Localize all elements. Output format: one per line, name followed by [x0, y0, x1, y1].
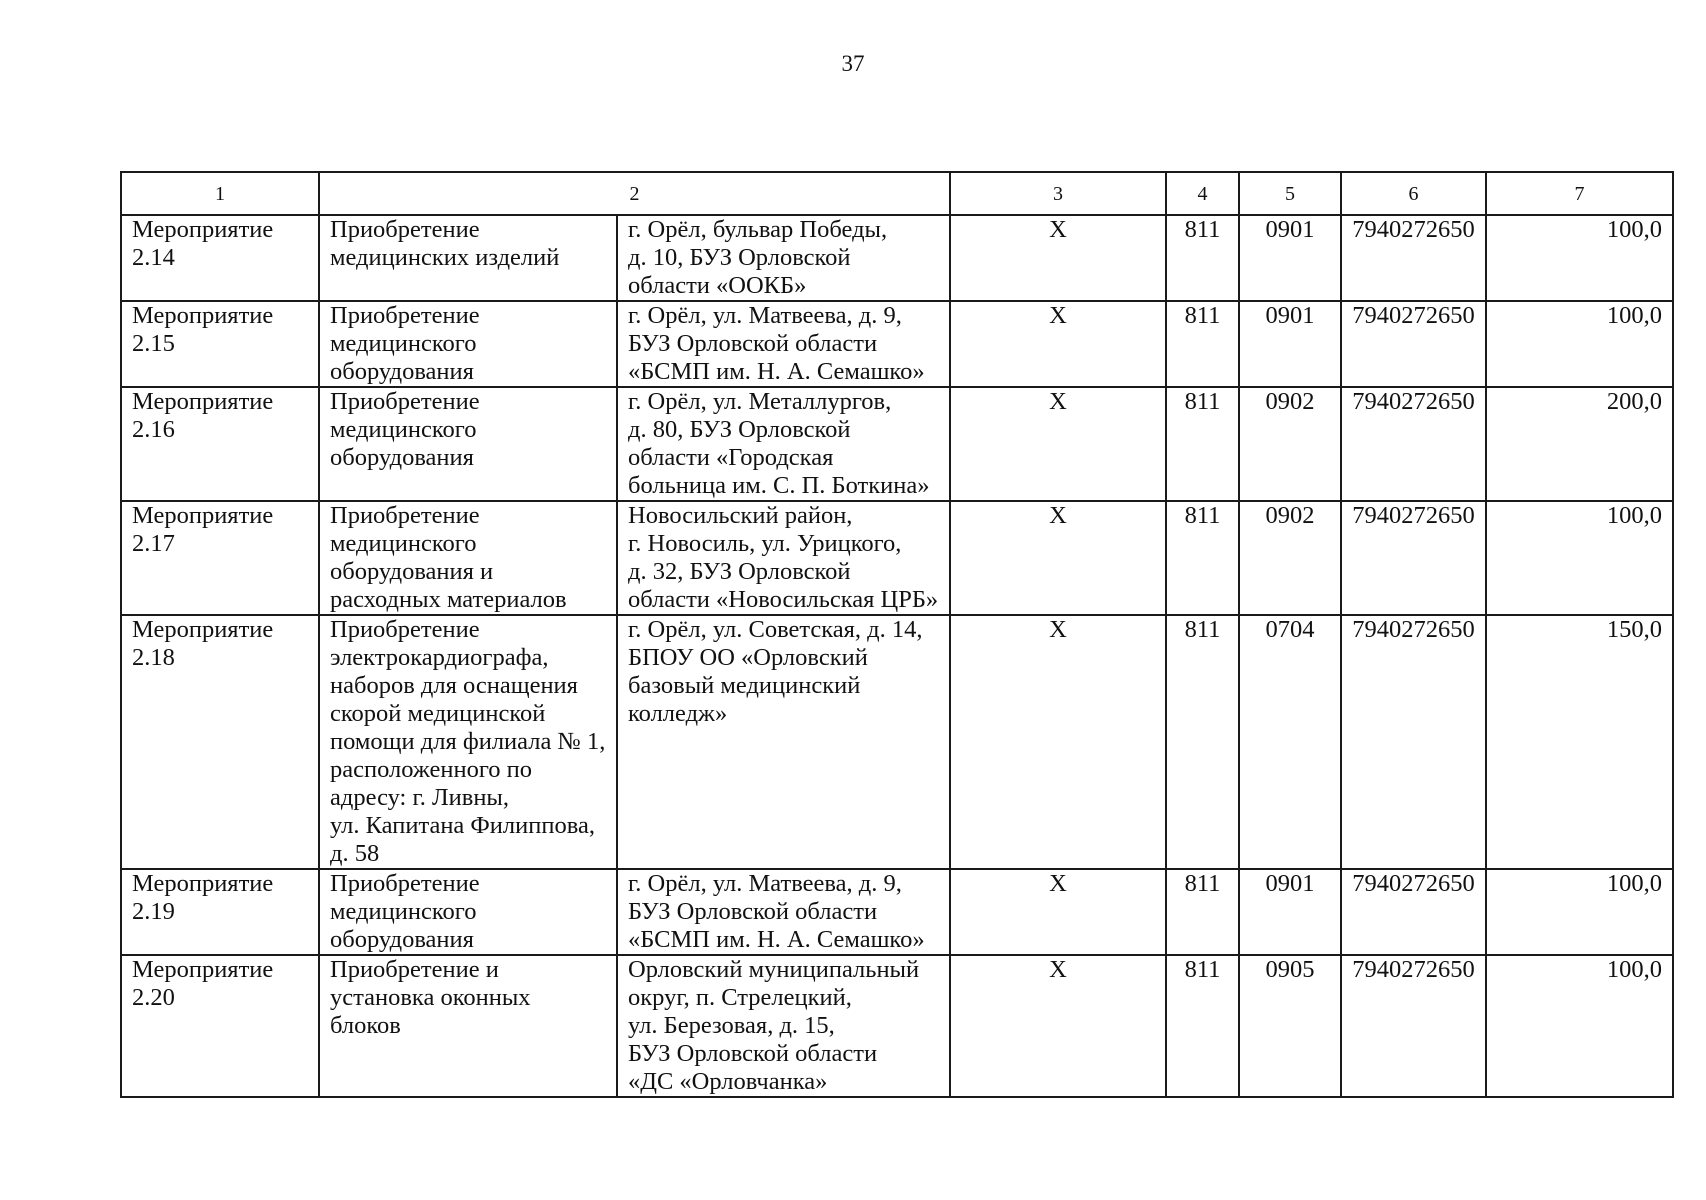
- col5-cell: 0901: [1239, 215, 1341, 301]
- event-name-line: электрокардиографа,: [330, 644, 549, 671]
- col5-cell: 0902: [1239, 501, 1341, 615]
- event-name-line: Приобретение: [330, 616, 480, 643]
- event-name-line: медицинского: [330, 416, 477, 443]
- address-line: БУЗ Орловской области: [628, 330, 878, 357]
- address-line: г. Орёл, ул. Матвеева, д. 9,: [628, 302, 902, 329]
- table-row: [121, 615, 1673, 869]
- address-line: г. Орёл, ул. Матвеева, д. 9,: [628, 870, 902, 897]
- col3-cell: Х: [950, 215, 1166, 301]
- event-name-line: Приобретение: [330, 388, 480, 415]
- amount-cell: 100,0: [1486, 501, 1673, 615]
- event-number-cell: [121, 615, 319, 869]
- address-line: БУЗ Орловской области: [628, 1040, 878, 1067]
- event-name-line: установка оконных: [330, 984, 531, 1011]
- budget-table: [120, 171, 1674, 1098]
- event-name-line: медицинского: [330, 330, 477, 357]
- col4-cell: 811: [1166, 215, 1239, 301]
- address-line: г. Орёл, ул. Металлургов,: [628, 388, 892, 415]
- table-row: [121, 955, 1673, 1097]
- col5-cell: 0901: [1239, 301, 1341, 387]
- address-line: «ДС «Орловчанка»: [628, 1068, 828, 1095]
- event-label: Мероприятие: [132, 502, 274, 529]
- col3-cell: Х: [950, 615, 1166, 869]
- address-line: «БСМП им. Н. А. Семашко»: [628, 358, 925, 385]
- event-name-line: медицинского: [330, 898, 477, 925]
- event-name-line: Приобретение: [330, 870, 480, 897]
- event-name-line: расположенного по: [330, 756, 533, 783]
- address-line: «БСМП им. Н. А. Семашко»: [628, 926, 925, 953]
- event-name-line: оборудования: [330, 358, 474, 385]
- amount-cell: 100,0: [1486, 301, 1673, 387]
- col6-cell: 7940272650: [1341, 615, 1486, 869]
- event-number: 2.15: [132, 330, 175, 357]
- address-line: г. Орёл, ул. Советская, д. 14,: [628, 616, 923, 643]
- address-line: д. 32, БУЗ Орловской: [628, 558, 851, 585]
- table-row: [121, 869, 1673, 955]
- event-name-cell: [319, 387, 617, 501]
- event-number-cell: [121, 215, 319, 301]
- address-cell: [617, 869, 950, 955]
- address-cell: [617, 955, 950, 1097]
- address-cell: [617, 387, 950, 501]
- event-number: 2.14: [132, 244, 175, 271]
- address-line: больница им. С. П. Боткина»: [628, 472, 930, 499]
- amount-cell: 100,0: [1486, 215, 1673, 301]
- col6-cell: 7940272650: [1341, 387, 1486, 501]
- event-label: Мероприятие: [132, 388, 274, 415]
- col3-cell: Х: [950, 869, 1166, 955]
- event-number-cell: [121, 387, 319, 501]
- column-header-4: 4: [1166, 172, 1239, 215]
- event-number-cell: [121, 501, 319, 615]
- address-line: области «Городская: [628, 444, 834, 471]
- event-number-cell: [121, 955, 319, 1097]
- address-line: д. 10, БУЗ Орловской: [628, 244, 851, 271]
- table-row: [121, 501, 1673, 615]
- address-line: г. Новосиль, ул. Урицкого,: [628, 530, 902, 557]
- col4-cell: 811: [1166, 869, 1239, 955]
- address-line: колледж»: [628, 700, 728, 727]
- col4-cell: 811: [1166, 955, 1239, 1097]
- col6-cell: 7940272650: [1341, 955, 1486, 1097]
- event-name-line: ул. Капитана Филиппова,: [330, 812, 595, 839]
- event-number: 2.19: [132, 898, 175, 925]
- event-name-line: Приобретение: [330, 502, 480, 529]
- event-name-line: оборудования: [330, 444, 474, 471]
- page-number: 37: [841, 51, 865, 76]
- column-header-7: 7: [1486, 172, 1673, 215]
- event-name-cell: [319, 215, 617, 301]
- address-cell: [617, 615, 950, 869]
- event-name-line: Приобретение: [330, 302, 480, 329]
- address-line: г. Орёл, бульвар Победы,: [628, 216, 888, 243]
- address-cell: [617, 301, 950, 387]
- event-name-cell: [319, 955, 617, 1097]
- column-header-1: 1: [121, 172, 319, 215]
- event-number: 2.16: [132, 416, 175, 443]
- col6-cell: 7940272650: [1341, 301, 1486, 387]
- event-name-cell: [319, 501, 617, 615]
- amount-cell: 150,0: [1486, 615, 1673, 869]
- amount-cell: 100,0: [1486, 869, 1673, 955]
- event-label: Мероприятие: [132, 870, 274, 897]
- col3-cell: Х: [950, 301, 1166, 387]
- table-row: [121, 301, 1673, 387]
- col6-cell: 7940272650: [1341, 869, 1486, 955]
- column-header-2: 2: [319, 172, 950, 215]
- event-name-cell: [319, 615, 617, 869]
- event-name-line: помощи для филиала № 1,: [330, 728, 606, 755]
- event-number-cell: [121, 869, 319, 955]
- col3-cell: Х: [950, 387, 1166, 501]
- event-name-line: медицинского: [330, 530, 477, 557]
- address-cell: [617, 215, 950, 301]
- event-name-cell: [319, 869, 617, 955]
- event-number-cell: [121, 301, 319, 387]
- event-name-line: адресу: г. Ливны,: [330, 784, 510, 811]
- event-label: Мероприятие: [132, 216, 274, 243]
- address-line: области «Новосильская ЦРБ»: [628, 586, 939, 613]
- table-row: [121, 215, 1673, 301]
- address-line: Орловский муниципальный: [628, 956, 920, 983]
- event-name-line: оборудования и: [330, 558, 494, 585]
- event-name-line: расходных материалов: [330, 586, 567, 613]
- event-number: 2.18: [132, 644, 175, 671]
- header-row: [121, 172, 1673, 215]
- event-name-line: Приобретение и: [330, 956, 499, 983]
- event-number: 2.17: [132, 530, 175, 557]
- event-name-line: Приобретение: [330, 216, 480, 243]
- event-label: Мероприятие: [132, 302, 274, 329]
- address-cell: [617, 501, 950, 615]
- event-name-line: скорой медицинской: [330, 700, 546, 727]
- col3-cell: Х: [950, 955, 1166, 1097]
- event-name-line: оборудования: [330, 926, 474, 953]
- address-line: БПОУ ОО «Орловский: [628, 644, 868, 671]
- table-row: [121, 387, 1673, 501]
- address-line: ул. Березовая, д. 15,: [628, 1012, 835, 1039]
- address-line: д. 80, БУЗ Орловской: [628, 416, 851, 443]
- event-name-line: медицинских изделий: [330, 244, 560, 271]
- col6-cell: 7940272650: [1341, 501, 1486, 615]
- event-name-line: наборов для оснащения: [330, 672, 578, 699]
- amount-cell: 200,0: [1486, 387, 1673, 501]
- address-line: области «ООКБ»: [628, 272, 807, 299]
- column-header-3: 3: [950, 172, 1166, 215]
- address-line: округ, п. Стрелецкий,: [628, 984, 852, 1011]
- col4-cell: 811: [1166, 301, 1239, 387]
- event-name-line: блоков: [330, 1012, 401, 1039]
- col5-cell: 0905: [1239, 955, 1341, 1097]
- col4-cell: 811: [1166, 615, 1239, 869]
- event-label: Мероприятие: [132, 956, 274, 983]
- address-line: БУЗ Орловской области: [628, 898, 878, 925]
- col5-cell: 0902: [1239, 387, 1341, 501]
- address-line: Новосильский район,: [628, 502, 853, 529]
- col4-cell: 811: [1166, 387, 1239, 501]
- col3-cell: Х: [950, 501, 1166, 615]
- event-name-cell: [319, 301, 617, 387]
- column-header-5: 5: [1239, 172, 1341, 215]
- event-label: Мероприятие: [132, 616, 274, 643]
- column-header-6: 6: [1341, 172, 1486, 215]
- col5-cell: 0901: [1239, 869, 1341, 955]
- col4-cell: 811: [1166, 501, 1239, 615]
- amount-cell: 100,0: [1486, 955, 1673, 1097]
- address-line: базовый медицинский: [628, 672, 861, 699]
- col6-cell: 7940272650: [1341, 215, 1486, 301]
- col5-cell: 0704: [1239, 615, 1341, 869]
- event-number: 2.20: [132, 984, 175, 1011]
- event-name-line: д. 58: [330, 840, 380, 867]
